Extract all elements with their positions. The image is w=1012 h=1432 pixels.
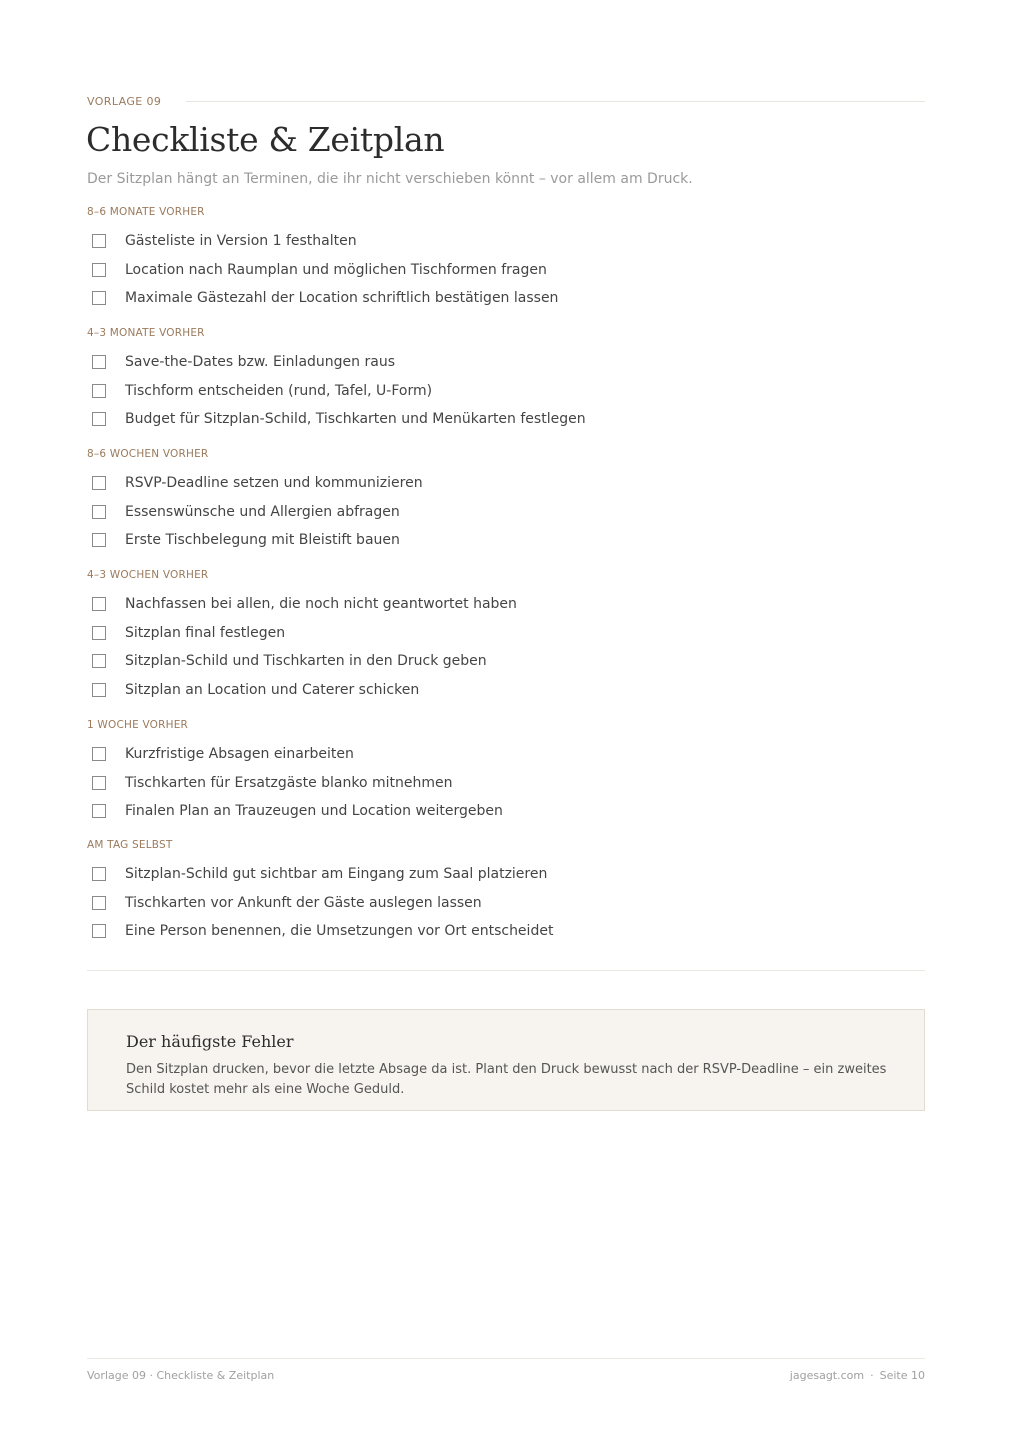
section-heading: 4–3 MONATE VORHER [87,327,205,339]
checklist-item-label: Maximale Gästezahl der Location schriftlich bestätigen lassen [125,290,559,306]
checklist-item-label: Eine Person benennen, die Umsetzungen vor Ort entscheidet [125,923,554,939]
footer-divider [87,1358,925,1359]
checkbox[interactable] [92,896,106,910]
callout-text: Den Sitzplan drucken, bevor die letzte Absage da ist. Plant den Druck bewusst nach der RSVP-Deadline – ein zweites Schild kostet mehr als eine Woche Geduld. [126,1062,887,1097]
checkbox[interactable] [92,505,106,519]
checklist-item [87,893,925,913]
checkbox[interactable] [92,263,106,277]
tip-callout [87,1009,925,1111]
checklist-item-label: Tischform entscheiden (rund, Tafel, U-Form) [125,383,433,399]
checkbox[interactable] [92,533,106,547]
checklist-item [87,288,925,308]
checklist-item-label: Essenswünsche und Allergien abfragen [125,504,400,520]
checklist-item [87,381,925,401]
checkbox[interactable] [92,867,106,881]
checklist-item-label: Sitzplan-Schild gut sichtbar am Eingang zum Saal platzieren [125,866,548,882]
checklist-item-label: Kurzfristige Absagen einarbeiten [125,746,354,762]
checklist-item-label: Finalen Plan an Trauzeugen und Location weitergeben [125,803,503,819]
checklist-item-label: Tischkarten für Ersatzgäste blanko mitnehmen [125,775,453,791]
checklist-item-label: Save-the-Dates bzw. Einladungen raus [125,354,395,370]
checklist-item-label: Location nach Raumplan und möglichen Tischformen fragen [125,262,547,278]
checklist-item [87,744,925,764]
checkbox[interactable] [92,597,106,611]
checkbox[interactable] [92,747,106,761]
section-heading: 4–3 WOCHEN VORHER [87,569,209,581]
checklist-item-label: RSVP-Deadline setzen und kommunizieren [125,475,423,491]
checklist-item [87,773,925,793]
checklist-item-label: Tischkarten vor Ankunft der Gäste auslegen lassen [125,895,482,911]
checklist-item-label: Sitzplan final festlegen [125,625,286,641]
checkbox[interactable] [92,291,106,305]
checklist-item [87,651,925,671]
checkbox[interactable] [92,804,106,818]
section-heading: 1 WOCHE VORHER [87,719,189,731]
eyebrow-row [87,93,925,109]
checkbox[interactable] [92,234,106,248]
footer-document-label: Vorlage 09 · Checkliste & Zeitplan [87,1369,275,1382]
checkbox[interactable] [92,654,106,668]
checklist-item [87,680,925,700]
template-eyebrow: VORLAGE 09 [87,94,162,108]
checklist-item [87,502,925,522]
checklist-item [87,530,925,550]
checklist-item [87,409,925,429]
checklist-item-label: Nachfassen bei allen, die noch nicht geantwortet haben [125,596,517,612]
section-heading: AM TAG SELBST [87,839,173,851]
checklist-item-label: Erste Tischbelegung mit Bleistift bauen [125,532,400,548]
checkbox[interactable] [92,355,106,369]
checklist-item [87,623,925,643]
checkbox[interactable] [92,412,106,426]
page-subtitle: Der Sitzplan hängt an Terminen, die ihr nicht verschieben könnt – vor allem am Druck. [87,171,693,187]
section-heading: 8–6 WOCHEN VORHER [87,448,209,460]
callout-title: Der häufigste Fehler [126,1032,294,1051]
checkbox[interactable] [92,626,106,640]
footer-right [790,1369,925,1382]
checkbox[interactable] [92,776,106,790]
checklist-item [87,473,925,493]
eyebrow-divider [186,101,925,102]
checklist-item-label: Budget für Sitzplan-Schild, Tischkarten und Menükarten festlegen [125,411,586,427]
content-divider [87,970,925,971]
checklist-item [87,921,925,941]
checklist-item [87,864,925,884]
checklist-item [87,594,925,614]
checkbox[interactable] [92,476,106,490]
checklist-item [87,260,925,280]
page [87,0,925,1432]
checklist-item [87,231,925,251]
footer-separator: · [870,1369,874,1382]
checkbox[interactable] [92,384,106,398]
checklist-item-label: Gästeliste in Version 1 festhalten [125,233,357,249]
checklist-item [87,352,925,372]
checklist-item [87,801,925,821]
checklist-item-label: Sitzplan-Schild und Tischkarten in den Druck geben [125,653,487,669]
section-heading: 8–6 MONATE VORHER [87,206,205,218]
checkbox[interactable] [92,924,106,938]
footer-site[interactable]: jagesagt.com [789,1369,865,1382]
checkbox[interactable] [92,683,106,697]
footer-page-number: Seite 10 [879,1369,925,1382]
checklist-item-label: Sitzplan an Location und Caterer schicken [125,682,420,698]
page-title: Checkliste & Zeitplan [86,120,445,159]
